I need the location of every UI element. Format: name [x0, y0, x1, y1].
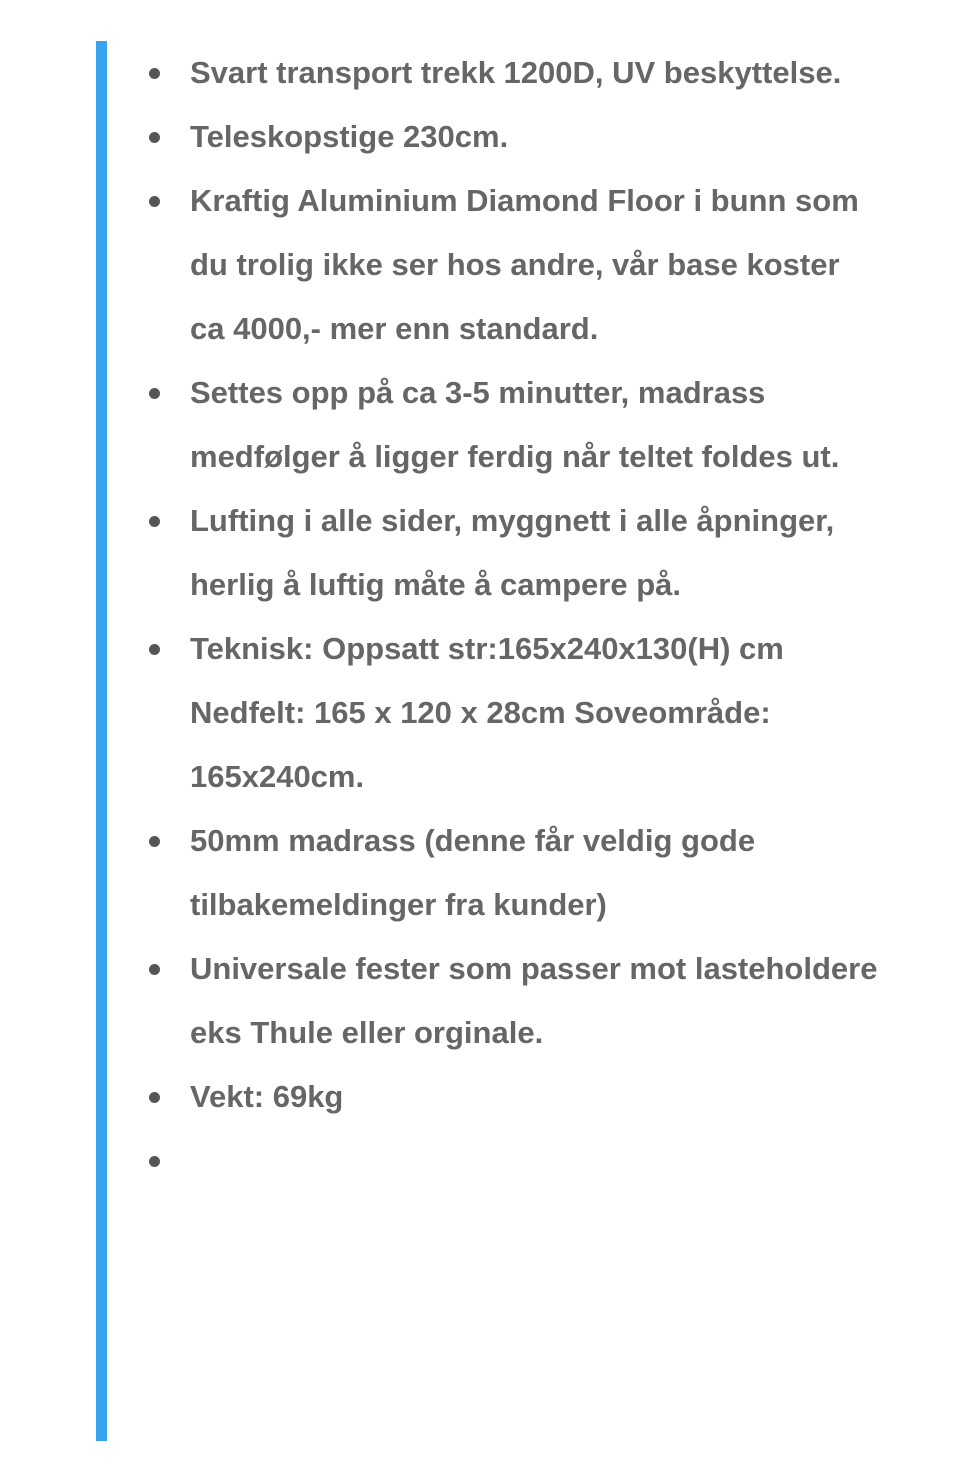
bullet-icon — [149, 132, 160, 143]
list-item — [190, 809, 880, 937]
list-item-text: Teknisk: Oppsatt str:165x240x130(H) cm Nedfelt: 165 x 120 x 28cm Soveområde: 165x240cm. — [190, 631, 784, 794]
bullet-icon — [149, 964, 160, 975]
spec-list — [190, 41, 880, 1193]
bullet-icon — [149, 644, 160, 655]
bullet-icon — [149, 1092, 160, 1103]
bullet-icon — [149, 68, 160, 79]
list-item-text: Universale fester som passer mot lasteholdere eks Thule eller orginale. — [190, 951, 878, 1050]
list-item-text: Kraftig Aluminium Diamond Floor i bunn som du trolig ikke ser hos andre, vår base koster ca 4000,- mer enn standard. — [190, 183, 859, 346]
list-item — [190, 361, 880, 489]
list-item-empty — [190, 1129, 880, 1193]
list-item-text: Teleskopstige 230cm. — [190, 119, 509, 154]
bullet-icon — [149, 1156, 160, 1167]
bullet-icon — [149, 836, 160, 847]
list-item — [190, 937, 880, 1065]
list-item-text: Lufting i alle sider, myggnett i alle åpninger, herlig å luftig måte å campere på. — [190, 503, 835, 602]
list-item-text: Vekt: 69kg — [190, 1079, 344, 1114]
bullet-icon — [149, 196, 160, 207]
list-item — [190, 617, 880, 809]
list-item — [190, 1065, 880, 1129]
list-item — [190, 41, 880, 105]
list-item-text: 50mm madrass (denne får veldig gode tilbakemeldinger fra kunder) — [190, 823, 756, 922]
list-item — [190, 489, 880, 617]
list-item — [190, 169, 880, 361]
bullet-icon — [149, 516, 160, 527]
list-item-text: Svart transport trekk 1200D, UV beskyttelse. — [190, 55, 842, 90]
list-item-text — [190, 1129, 880, 1193]
list-item-text: Settes opp på ca 3-5 minutter, madrass medfølger å ligger ferdig når teltet foldes ut. — [190, 375, 840, 474]
bullet-icon — [149, 388, 160, 399]
list-item — [190, 105, 880, 169]
quote-block — [96, 41, 896, 1441]
quote-accent-bar — [96, 41, 107, 1441]
